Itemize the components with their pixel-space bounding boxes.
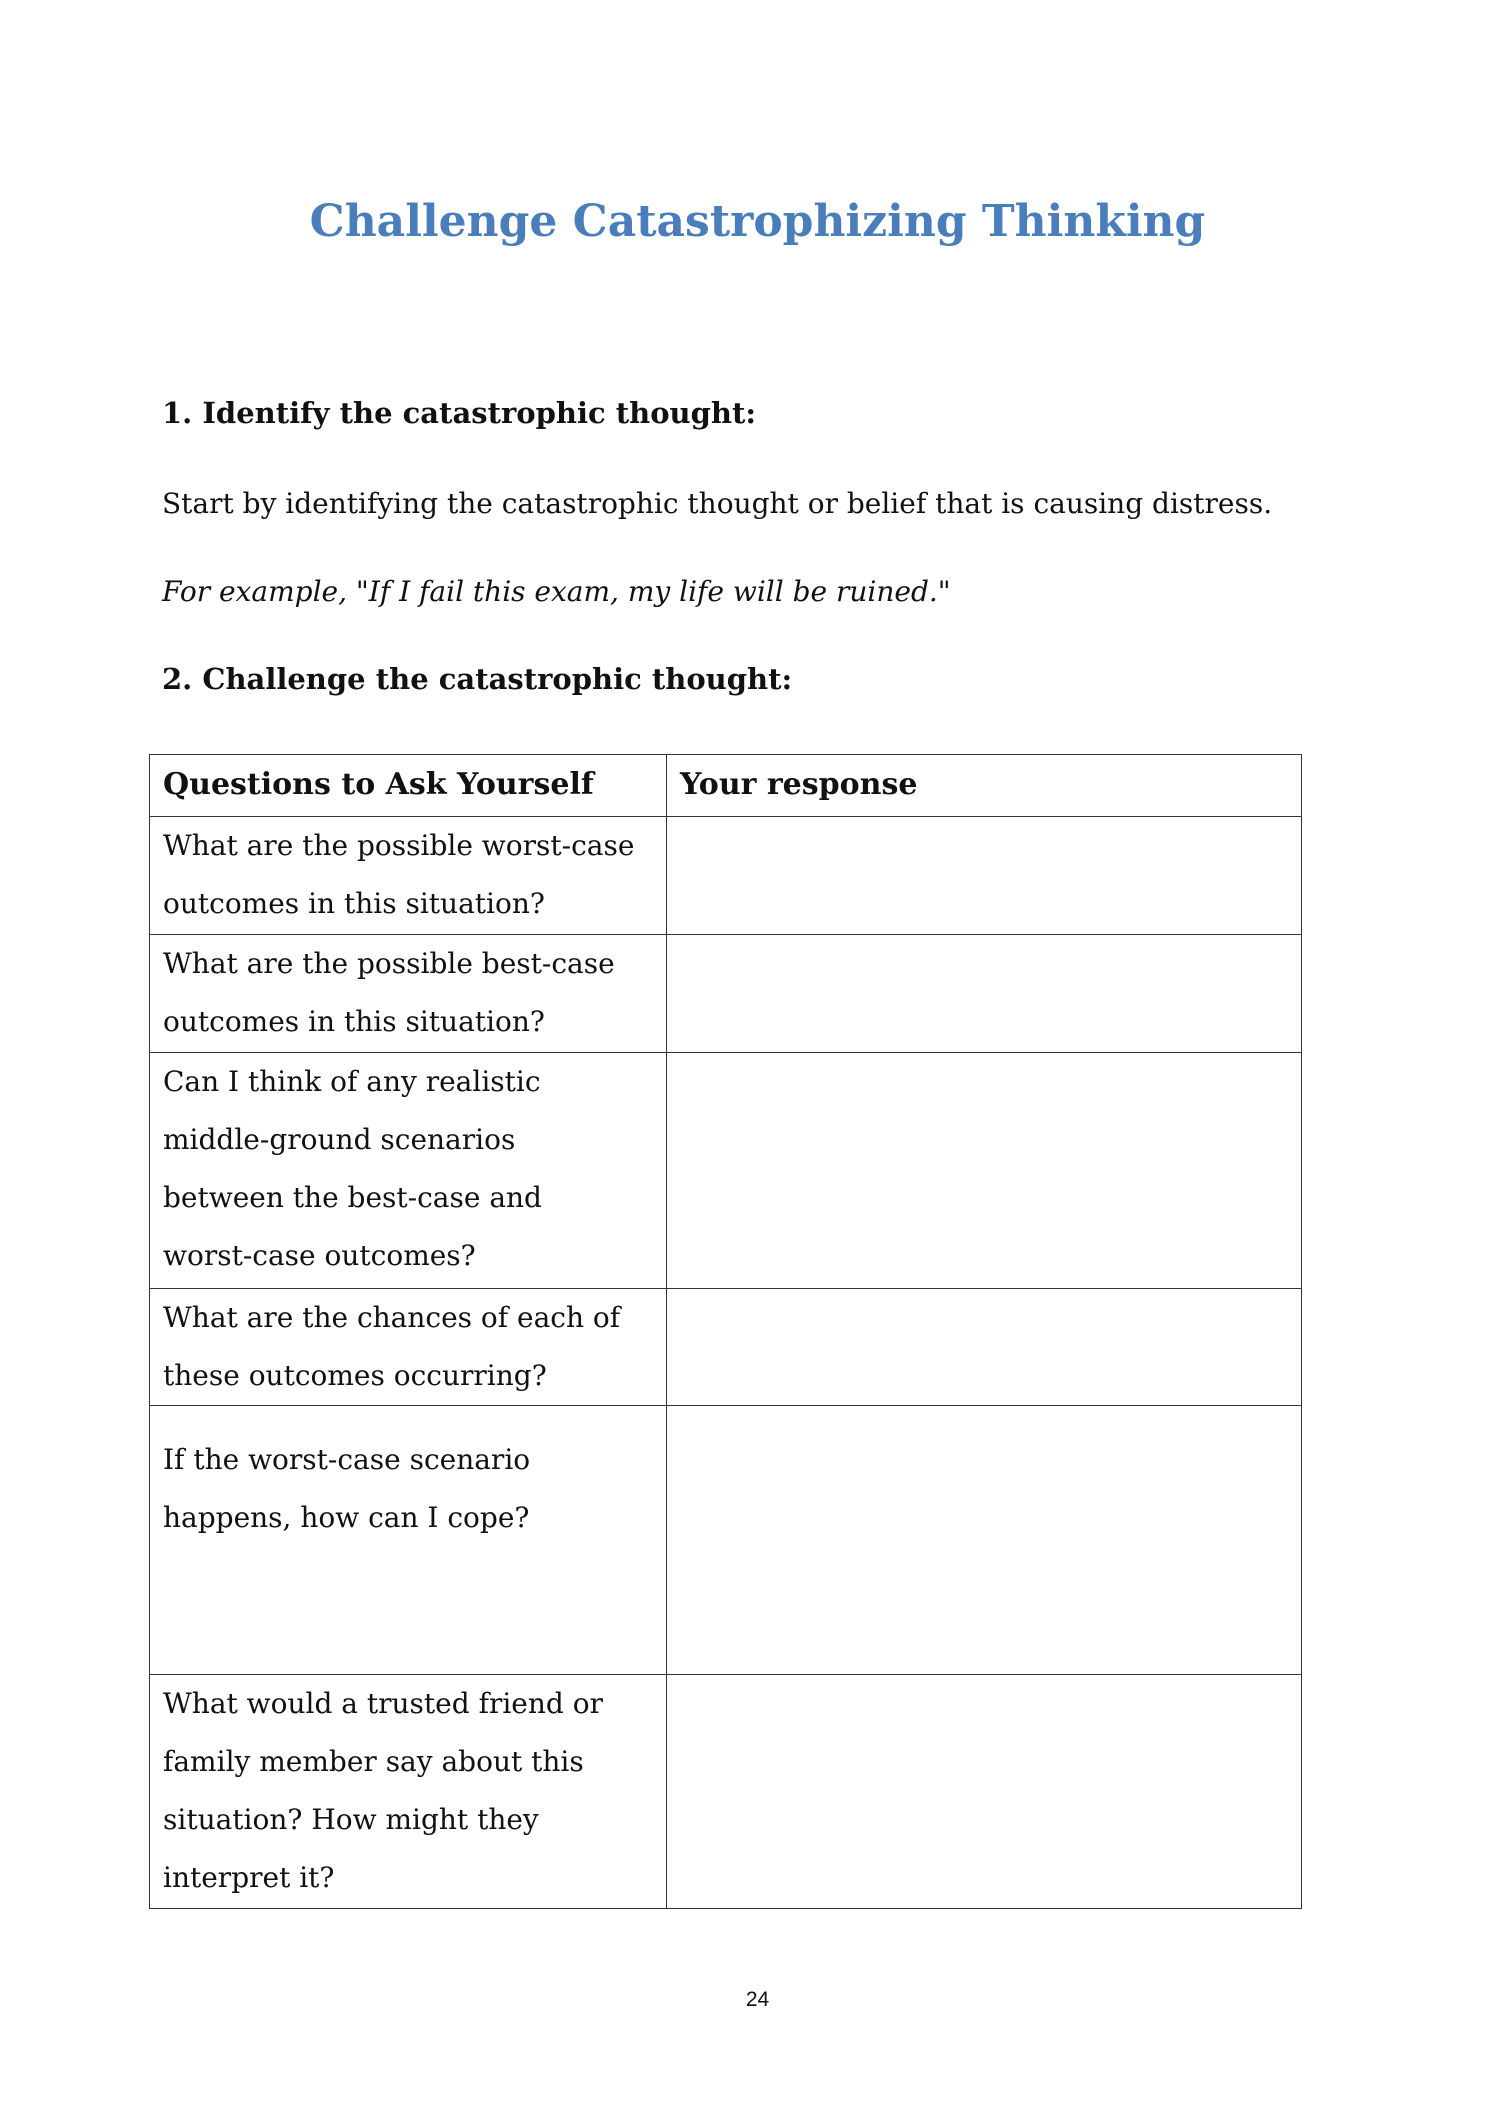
question-line: these outcomes occurring? [163, 1359, 547, 1392]
step2-heading: 2. Challenge the catastrophic thought: [162, 662, 793, 696]
page-number: 24 [745, 1988, 770, 2011]
question-line: outcomes in this situation? [163, 887, 545, 920]
step1-instruction: Start by identifying the catastrophic thought or belief that is causing distress. [162, 487, 1273, 520]
question-line: family member say about this [163, 1745, 584, 1778]
step1-example: For example, "If I fail this exam, my life will be ruined." [162, 575, 951, 608]
question-line: What are the possible best-case [163, 947, 615, 980]
question-cell [150, 1675, 667, 1909]
question-line: interpret it? [163, 1861, 335, 1894]
table-row [150, 1053, 1302, 1289]
header-response: Your response [667, 755, 1302, 817]
step1-heading: 1. Identify the catastrophic thought: [162, 396, 757, 430]
question-cell [150, 1289, 667, 1406]
questions-table [149, 754, 1302, 1909]
response-cell[interactable] [667, 1406, 1302, 1675]
response-cell[interactable] [667, 1289, 1302, 1406]
question-cell [150, 1053, 667, 1289]
page-title: Challenge Catastrophizing Thinking [309, 196, 1206, 247]
question-line: What are the possible worst-case [163, 829, 635, 862]
question-cell [150, 935, 667, 1053]
question-line: situation? How might they [163, 1803, 539, 1836]
question-line: What are the chances of each of [163, 1301, 621, 1334]
response-cell[interactable] [667, 1675, 1302, 1909]
question-line: What would a trusted friend or [163, 1687, 603, 1720]
response-cell[interactable] [667, 935, 1302, 1053]
question-line: happens, how can I cope? [163, 1501, 530, 1534]
response-cell[interactable] [667, 1053, 1302, 1289]
table-row [150, 1289, 1302, 1406]
table-row [150, 817, 1302, 935]
response-cell[interactable] [667, 817, 1302, 935]
table-row [150, 1406, 1302, 1675]
question-line: Can I think of any realistic [163, 1065, 541, 1098]
header-questions: Questions to Ask Yourself [150, 755, 667, 817]
question-cell [150, 817, 667, 935]
table-header-row [150, 755, 1302, 817]
table-row [150, 1675, 1302, 1909]
table-row [150, 935, 1302, 1053]
question-line: middle-ground scenarios [163, 1123, 516, 1156]
question-line: between the best-case and [163, 1181, 542, 1214]
question-line: If the worst-case scenario [163, 1443, 531, 1476]
question-line: worst-case outcomes? [163, 1239, 476, 1272]
question-cell [150, 1406, 667, 1675]
question-line: outcomes in this situation? [163, 1005, 545, 1038]
